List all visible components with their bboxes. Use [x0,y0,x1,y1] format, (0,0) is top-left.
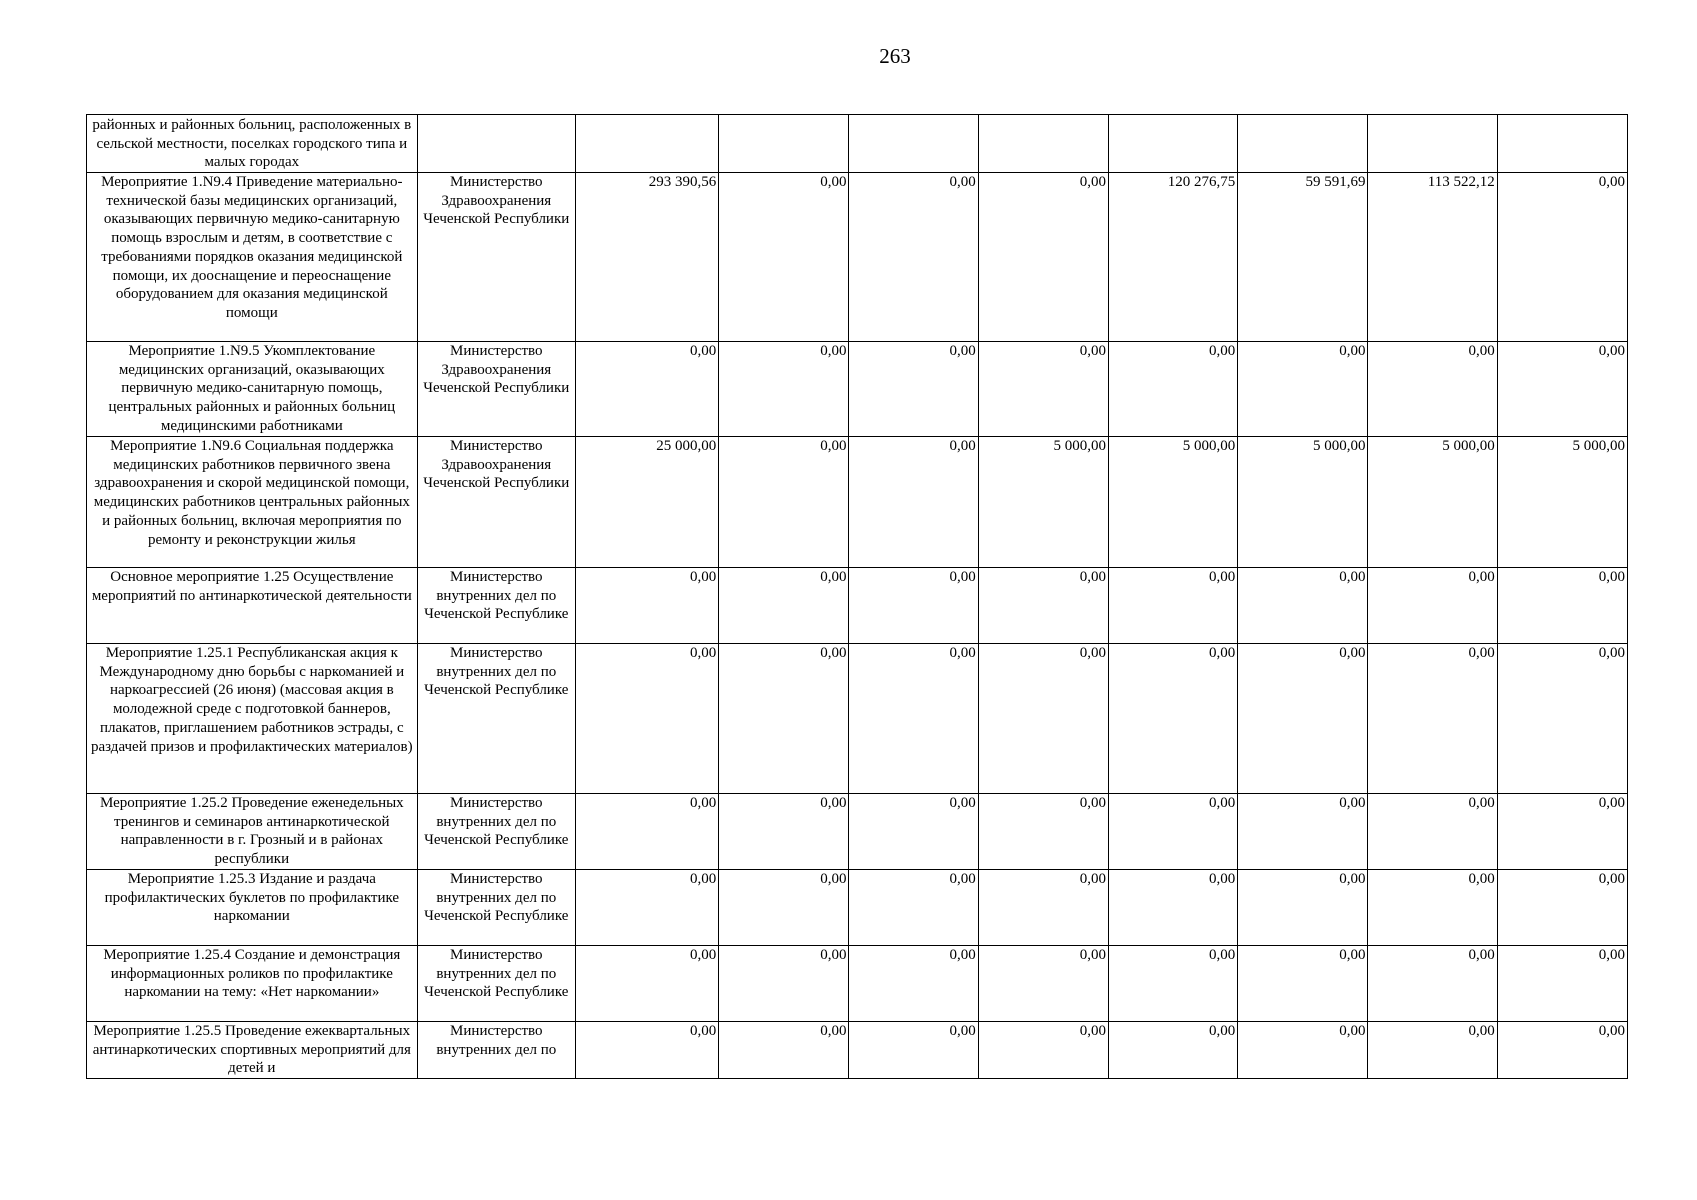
funding-value-cell: 0,00 [849,342,978,437]
funding-value-cell: 0,00 [1238,568,1368,644]
funding-value-cell: 0,00 [978,945,1108,1021]
funding-value-cell: 0,00 [1497,869,1627,945]
activity-name-cell: Мероприятие 1.25.1 Республиканская акция к Международному дню борьбы с наркоманией и наркоагрессией (26 июня) (массовая акция в молодежной среде с подготовкой баннеров, плакатов, приглашением работников эстрады, с раздачей призов и профилактических материалов) [87,644,418,794]
table-row [87,115,1628,173]
funding-value-cell: 0,00 [719,794,849,870]
funding-value-cell: 0,00 [1368,794,1497,870]
funding-value-cell: 25 000,00 [575,437,718,568]
table-row [87,568,1628,644]
activity-name-cell: Мероприятие 1.25.4 Создание и демонстрация информационных роликов по профилактике наркомании на тему: «Нет наркомании» [87,945,418,1021]
funding-value-cell: 59 591,69 [1238,173,1368,342]
funding-value-cell: 0,00 [1238,1021,1368,1078]
funding-value-cell: 0,00 [978,869,1108,945]
funding-value-cell: 0,00 [1497,1021,1627,1078]
executor-cell: Министерство внутренних дел по Чеченской Республике [417,794,575,870]
table-row [87,1021,1628,1078]
funding-value-cell: 0,00 [849,437,978,568]
funding-value-cell: 0,00 [849,1021,978,1078]
funding-value-cell: 0,00 [575,869,718,945]
funding-value-cell: 0,00 [1497,173,1627,342]
funding-value-cell: 0,00 [978,1021,1108,1078]
activity-name-cell: Основное мероприятие 1.25 Осуществление мероприятий по антинаркотической деятельности [87,568,418,644]
activity-name-cell: Мероприятие 1.N9.4 Приведение материально-технической базы медицинских организаций, оказывающих первичную медико-санитарную помощь взрослым и детям, в соответствие с требованиями порядков оказания медицинской помощи, их дооснащение и переоснащение оборудованием для оказания медицинской помощи [87,173,418,342]
table-row [87,173,1628,342]
funding-value-cell: 5 000,00 [1368,437,1497,568]
funding-value-cell [719,115,849,173]
funding-value-cell: 0,00 [978,568,1108,644]
funding-value-cell: 0,00 [978,794,1108,870]
funding-value-cell: 0,00 [849,945,978,1021]
executor-cell: Министерство Здравоохранения Чеченской Республики [417,342,575,437]
funding-value-cell: 0,00 [1368,644,1497,794]
funding-value-cell: 0,00 [849,568,978,644]
funding-value-cell: 0,00 [719,437,849,568]
funding-value-cell: 0,00 [1238,644,1368,794]
table-row [87,945,1628,1021]
funding-value-cell: 0,00 [849,173,978,342]
budget-table [86,114,1628,1079]
funding-value-cell: 0,00 [1238,869,1368,945]
funding-value-cell: 0,00 [719,568,849,644]
funding-value-cell: 0,00 [978,173,1108,342]
executor-cell: Министерство внутренних дел по Чеченской Республике [417,568,575,644]
executor-cell [417,115,575,173]
funding-value-cell: 0,00 [1368,869,1497,945]
funding-value-cell: 0,00 [1368,1021,1497,1078]
funding-value-cell: 0,00 [719,644,849,794]
funding-value-cell: 0,00 [575,945,718,1021]
funding-value-cell: 5 000,00 [1497,437,1627,568]
executor-cell: Министерство внутренних дел по Чеченской Республике [417,945,575,1021]
funding-value-cell: 0,00 [978,342,1108,437]
funding-value-cell: 0,00 [1108,1021,1237,1078]
funding-value-cell: 0,00 [575,794,718,870]
table-row [87,644,1628,794]
activity-name-cell: Мероприятие 1.N9.5 Укомплектование медицинских организаций, оказывающих первичную медико-санитарную помощь, центральных районных и районных больниц медицинскими работниками [87,342,418,437]
funding-value-cell: 0,00 [1108,794,1237,870]
executor-cell: Министерство Здравоохранения Чеченской Республики [417,437,575,568]
funding-value-cell: 0,00 [1368,945,1497,1021]
funding-value-cell: 113 522,12 [1368,173,1497,342]
funding-value-cell [1238,115,1368,173]
page-number: 263 [879,44,911,68]
funding-value-cell: 0,00 [849,644,978,794]
funding-value-cell: 0,00 [1497,568,1627,644]
funding-value-cell [1108,115,1237,173]
funding-value-cell: 5 000,00 [978,437,1108,568]
funding-value-cell: 0,00 [719,173,849,342]
funding-value-cell: 0,00 [1497,945,1627,1021]
funding-value-cell: 0,00 [1238,945,1368,1021]
funding-value-cell: 0,00 [575,342,718,437]
activity-name-cell: Мероприятие 1.25.3 Издание и раздача профилактических буклетов по профилактике наркомании [87,869,418,945]
funding-value-cell: 0,00 [1108,342,1237,437]
activity-name-cell: Мероприятие 1.N9.6 Социальная поддержка медицинских работников первичного звена здравоохранения и скорой медицинской помощи, медицинских работников центральных районных и районных больниц, включая мероприятия по ремонту и реконструкции жилья [87,437,418,568]
funding-value-cell: 0,00 [1497,342,1627,437]
activity-name-cell: Мероприятие 1.25.2 Проведение еженедельных тренингов и семинаров антинаркотической направленности в г. Грозный и в районах республики [87,794,418,870]
funding-value-cell [978,115,1108,173]
funding-value-cell: 0,00 [1108,945,1237,1021]
funding-value-cell [575,115,718,173]
funding-value-cell: 0,00 [849,869,978,945]
activity-name-cell: Мероприятие 1.25.5 Проведение ежеквартальных антинаркотических спортивных мероприятий для детей и [87,1021,418,1078]
funding-value-cell: 0,00 [575,1021,718,1078]
activity-name-cell: районных и районных больниц, расположенных в сельской местности, поселках городского типа и малых городах [87,115,418,173]
funding-value-cell [1497,115,1627,173]
funding-value-cell: 293 390,56 [575,173,718,342]
funding-value-cell: 0,00 [1108,644,1237,794]
funding-value-cell: 0,00 [1497,644,1627,794]
funding-value-cell: 0,00 [719,869,849,945]
table-row [87,869,1628,945]
funding-value-cell: 0,00 [978,644,1108,794]
funding-value-cell [1368,115,1497,173]
funding-value-cell: 0,00 [719,342,849,437]
funding-value-cell: 0,00 [719,1021,849,1078]
funding-value-cell: 0,00 [1368,568,1497,644]
funding-value-cell: 0,00 [575,568,718,644]
funding-value-cell: 0,00 [1368,342,1497,437]
funding-value-cell: 0,00 [1238,342,1368,437]
table-row [87,342,1628,437]
funding-value-cell: 0,00 [719,945,849,1021]
table-row [87,437,1628,568]
funding-value-cell: 0,00 [849,794,978,870]
funding-value-cell: 5 000,00 [1238,437,1368,568]
executor-cell: Министерство Здравоохранения Чеченской Республики [417,173,575,342]
funding-value-cell: 0,00 [1497,794,1627,870]
funding-value-cell: 0,00 [575,644,718,794]
executor-cell: Министерство внутренних дел по Чеченской Республике [417,644,575,794]
funding-value-cell: 0,00 [1238,794,1368,870]
funding-value-cell [849,115,978,173]
executor-cell: Министерство внутренних дел по [417,1021,575,1078]
funding-value-cell: 120 276,75 [1108,173,1237,342]
funding-value-cell: 5 000,00 [1108,437,1237,568]
executor-cell: Министерство внутренних дел по Чеченской Республике [417,869,575,945]
funding-value-cell: 0,00 [1108,869,1237,945]
funding-value-cell: 0,00 [1108,568,1237,644]
table-row [87,794,1628,870]
